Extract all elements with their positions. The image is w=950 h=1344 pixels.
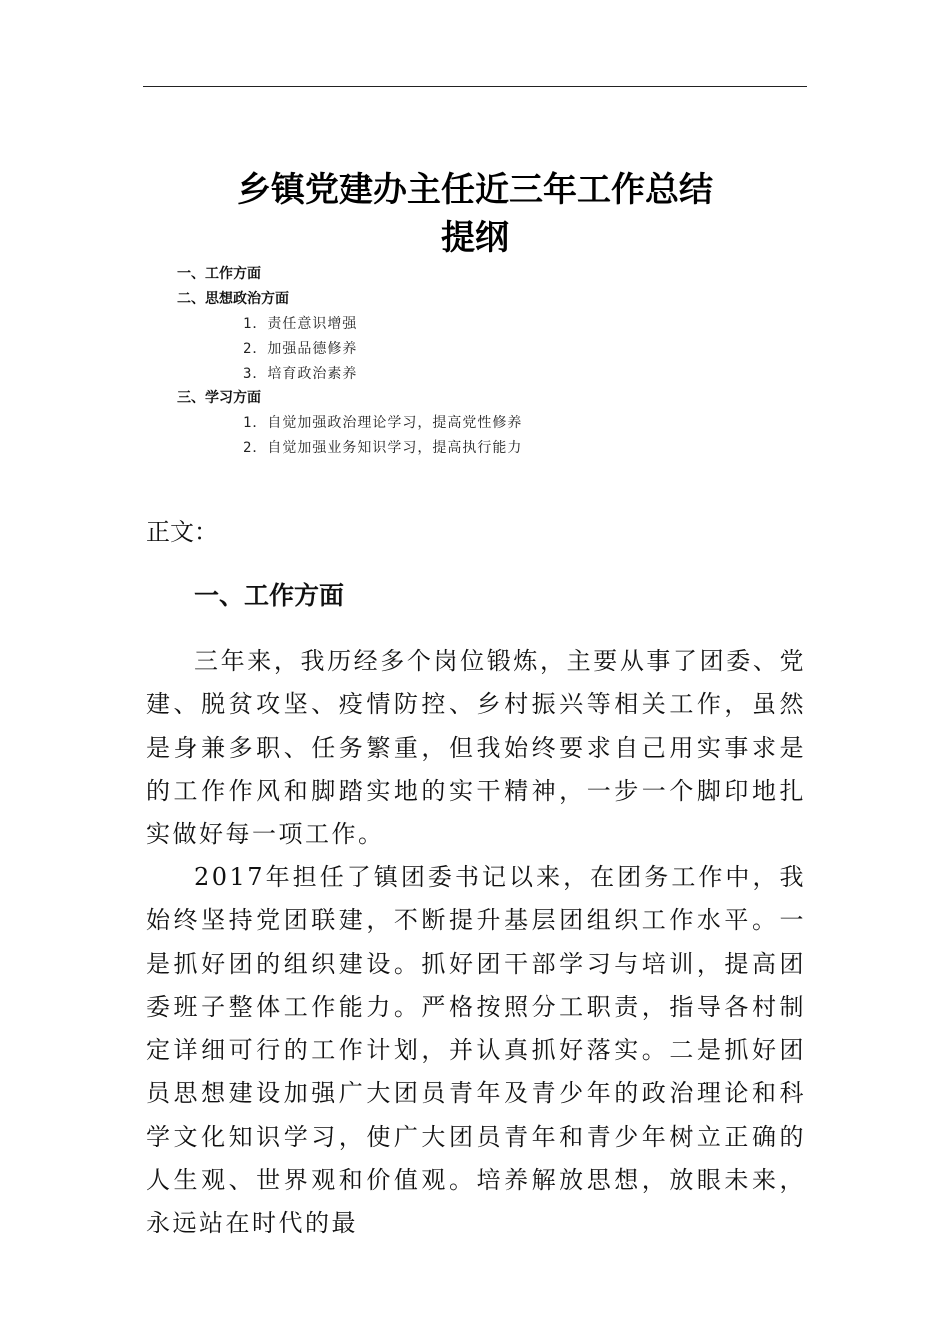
document-title: 乡镇党建办主任近三年工作总结 <box>237 170 713 210</box>
outline-item: 一、工作方面 <box>177 266 261 282</box>
outline-item: 三、学习方面 <box>177 390 261 406</box>
document-subtitle: 提纲 <box>441 218 509 258</box>
body-paragraph: 三年来，我历经多个岗位锻炼，主要从事了团委、党建、脱贫攻坚、疫情防控、乡村振兴等相关工作，虽然是身兼多职、任务繁重，但我始终要求自己用实事求是的工作作风和脚踏实地的实干精神，一步一个脚印地扎实做好每一项工作。 <box>146 647 806 849</box>
section-heading: 一、工作方面 <box>194 581 345 610</box>
header-rule <box>143 86 807 87</box>
outline-subitem: 2．加强品德修养 <box>243 341 358 357</box>
outline-item: 二、思想政治方面 <box>177 291 289 307</box>
body-label: 正文： <box>146 518 218 546</box>
outline-subitem: 1．责任意识增强 <box>243 316 358 332</box>
outline-subitem: 3．培育政治素养 <box>243 366 358 382</box>
body-paragraph: 2017年担任了镇团委书记以来，在团务工作中，我始终坚持党团联建，不断提升基层团组织工作水平。一是抓好团的组织建设。抓好团干部学习与培训，提高团委班子整体工作能力。严格按照分工职责，指导各村制定详细可行的工作计划，并认真抓好落实。二是抓好团员思想建设加强广大团员青年及青少年的政治理论和科学文化知识学习，使广大团员青年和青少年树立正确的人生观、世界观和价值观。培养解放思想，放眼未来，永远站在时代的最 <box>146 863 806 1238</box>
outline-subitem: 2．自觉加强业务知识学习，提高执行能力 <box>243 440 523 456</box>
outline-subitem: 1．自觉加强政治理论学习，提高党性修养 <box>243 415 523 431</box>
